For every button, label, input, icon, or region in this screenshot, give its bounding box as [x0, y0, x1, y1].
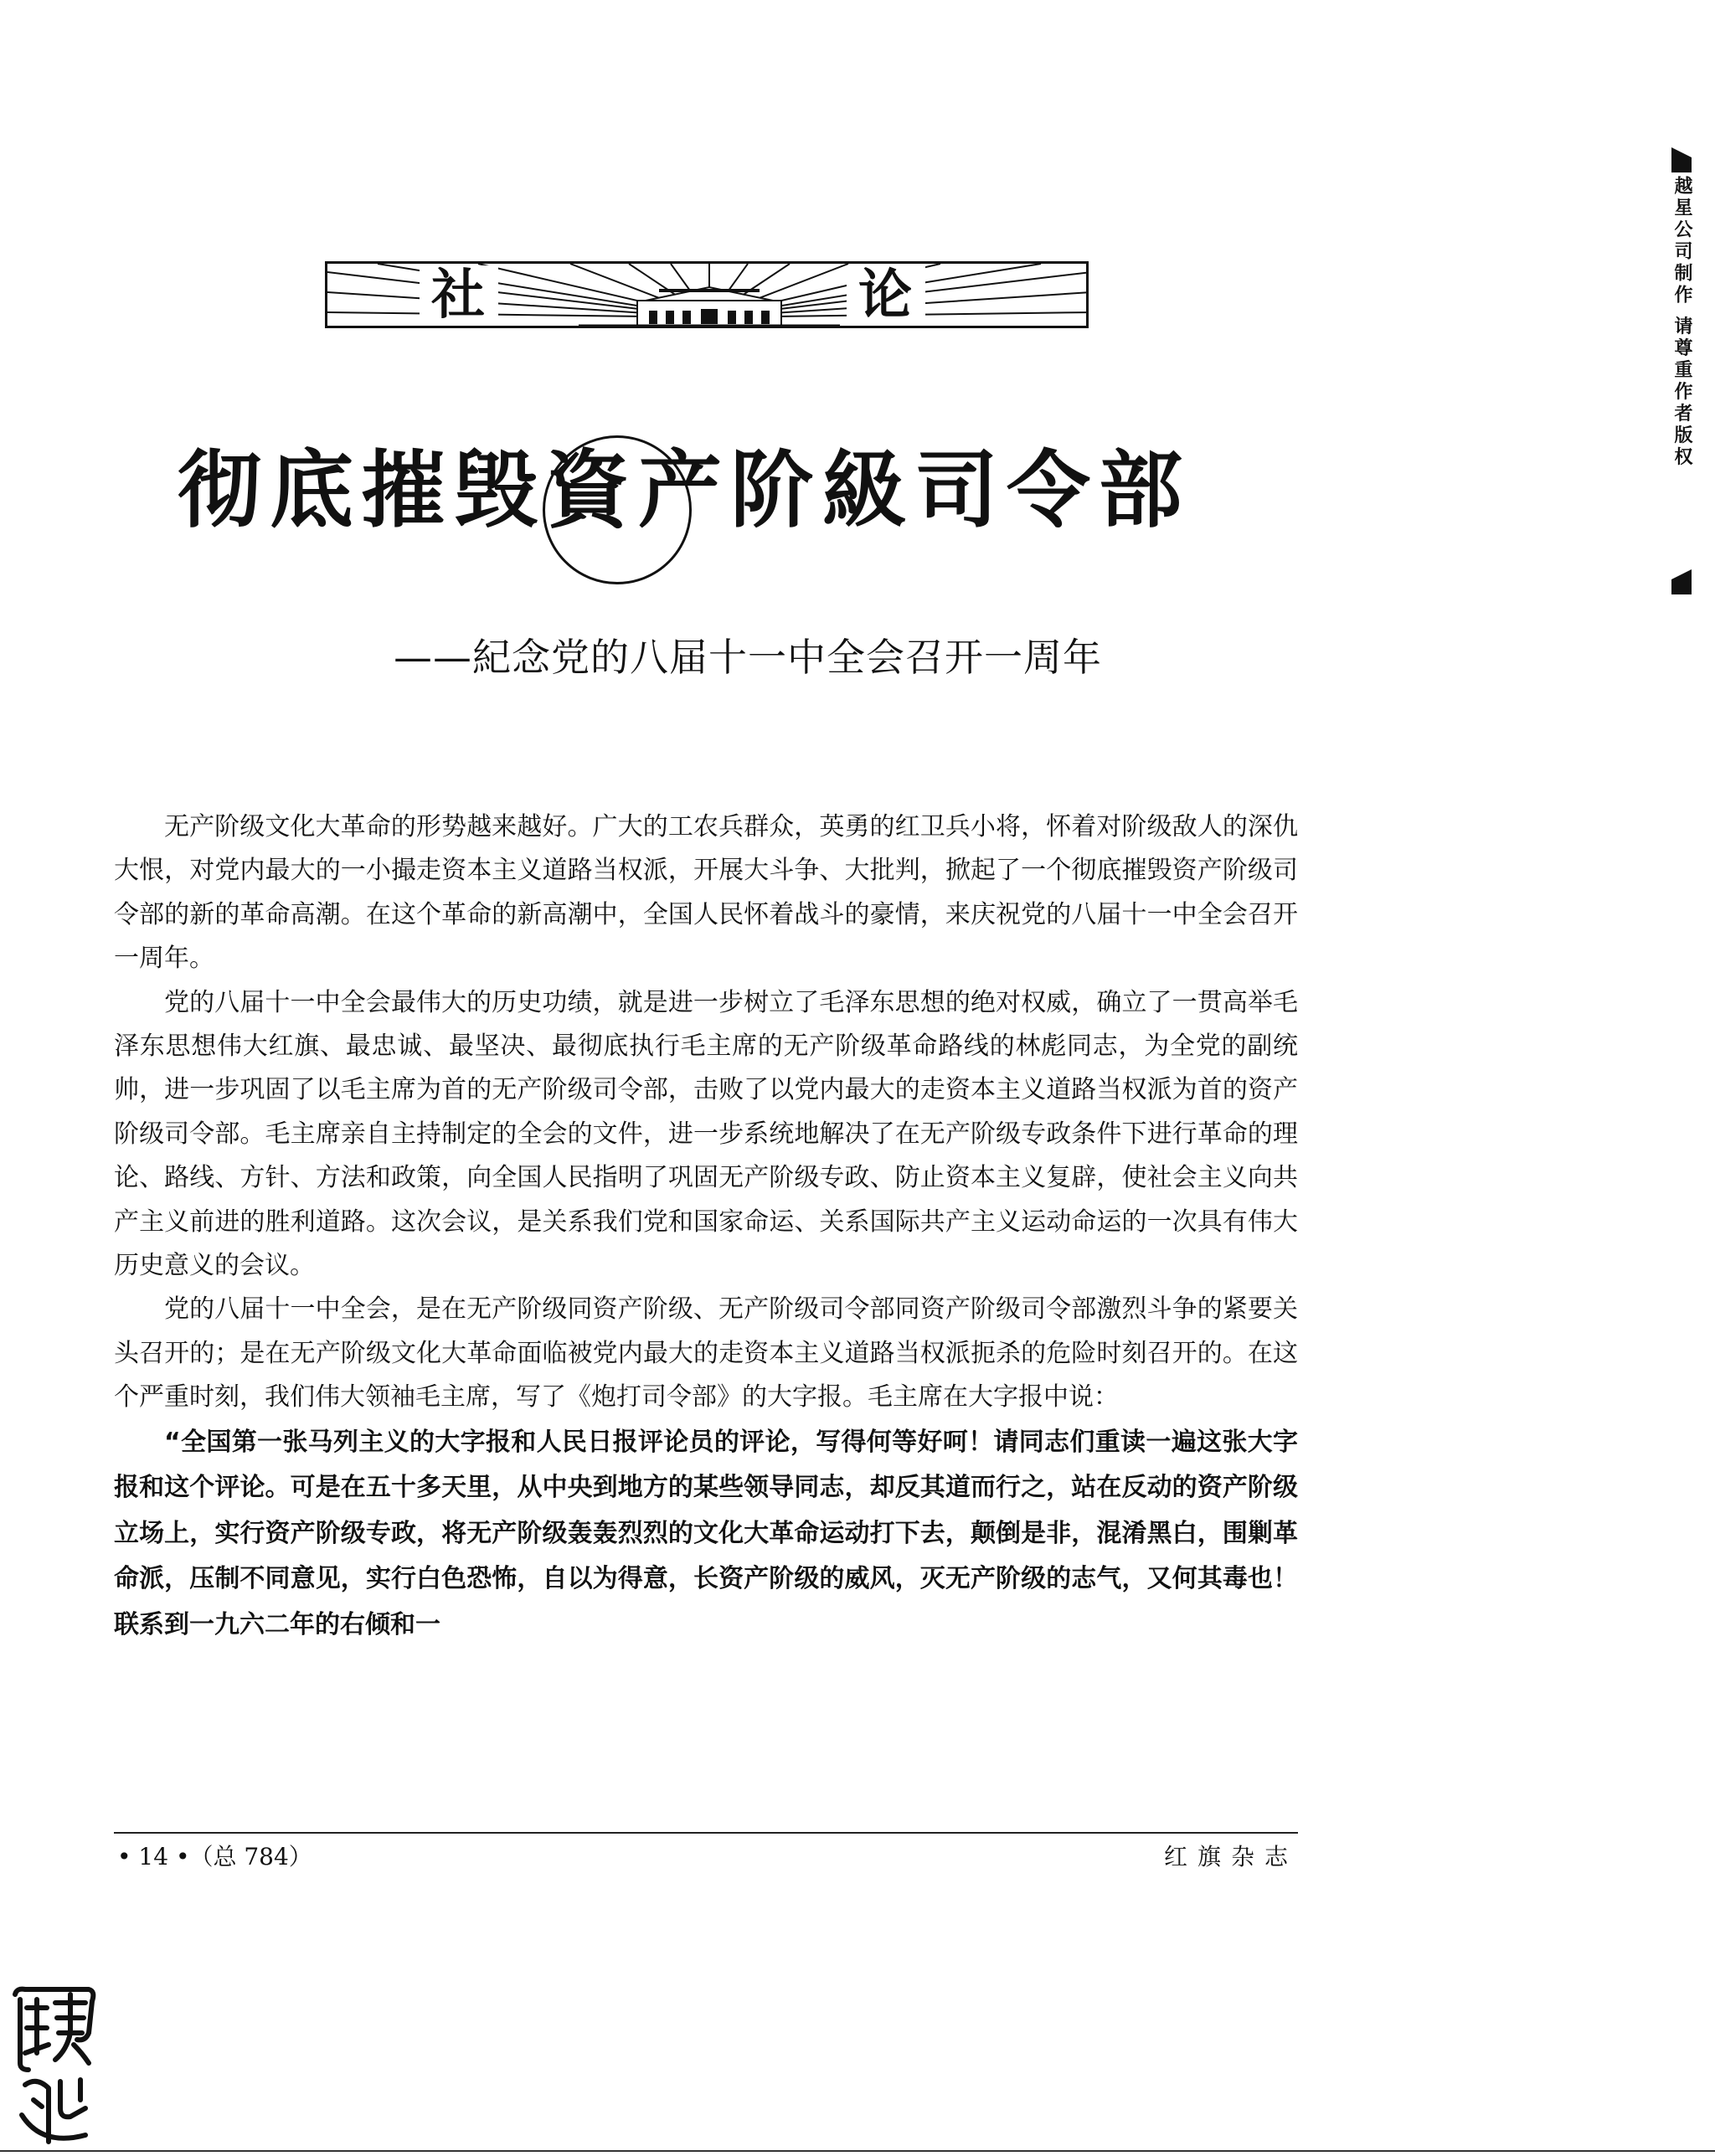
side-marker-bottom	[1671, 569, 1692, 594]
copyright-note: 越星公司制作 请尊重作者版权	[1671, 176, 1692, 469]
paragraph: 党的八届十一中全会，是在无产阶级同资产阶级、无产阶级司令部同资产阶级司令部激烈斗争的紧要关头召开的；是在无产阶级文化大革命面临被党内最大的走资本主义道路当权派扼杀的危险时刻召开的。在这个严重时刻，我们伟大领袖毛主席，写了《炮打司令部》的大字报。毛主席在大字报中说：	[114, 1294, 1298, 1412]
article-title: 彻底摧毁資产阶級司令部	[178, 440, 1191, 539]
side-marker-top	[1671, 147, 1692, 172]
magazine-name: 红旗杂志	[1163, 1843, 1298, 1870]
paragraph: 无产阶级文化大革命的形势越来越好。广大的工农兵群众，英勇的红卫兵小将，怀着对阶级敌人的深仇大恨，对党内最大的一小撮走资本主义道路当权派，开展大斗争、大批判，掀起了一个彻底摧毁资产阶级司令部的新的革命高潮。在这个革命的新高潮中，全国人民怀着战斗的豪情，来庆祝党的八届十一中全会召开一周年。	[114, 812, 1298, 974]
editorial-banner	[325, 261, 1089, 328]
seal-stamp	[8, 1983, 100, 2150]
quote-paragraph: “全国第一张马列主义的大字报和人民日报评论员的评论，写得何等好呵！请同志们重读一遍这张大字报和这个评论。可是在五十多天里，从中央到地方的某些领导同志，却反其道而行之，站在反动的资产阶级立场上，实行资产阶级专政，将无产阶级轰轰烈烈的文化大革命运动打下去，颠倒是非，混淆黑白，围剿革命派，压制不同意见，实行白色恐怖，自以为得意，长资产阶级的威风，灭无产阶级的志气，又何其毒也！联系到一九六二年的右倾和一	[114, 1427, 1298, 1639]
banner-char-lun: 论	[847, 265, 925, 326]
page-number: • 14 •（总 784）	[117, 1843, 312, 1870]
footer-rule	[114, 1832, 1298, 1834]
article-subtitle: ——紀念党的八届十一中全会召开一周年	[394, 635, 1102, 680]
banner-char-she: 社	[420, 265, 498, 326]
article-body	[114, 805, 1298, 1648]
page-bottom-edge	[0, 2150, 1715, 2152]
title-circle-mark	[543, 435, 692, 584]
paragraph: 党的八届十一中全会最伟大的历史功绩，就是进一步树立了毛泽东思想的绝对权威，确立了一贯高举毛泽东思想伟大红旗、最忠诚、最坚决、最彻底执行毛主席的无产阶级革命路线的林彪同志，为全党的副统帅，进一步巩固了以毛主席为首的无产阶级司令部，击败了以党内最大的走资本主义道路当权派为首的资产阶级司令部。毛主席亲自主持制定的全会的文件，进一步系统地解决了在无产阶级专政条件下进行革命的理论、路线、方针、方法和政策，向全国人民指明了巩固无产阶级专政、防止资本主义复辟，使社会主义向共产主义前进的胜利道路。这次会议，是关系我们党和国家命运、关系国际共产主义运动命运的一次具有伟大历史意义的会议。	[114, 987, 1298, 1281]
